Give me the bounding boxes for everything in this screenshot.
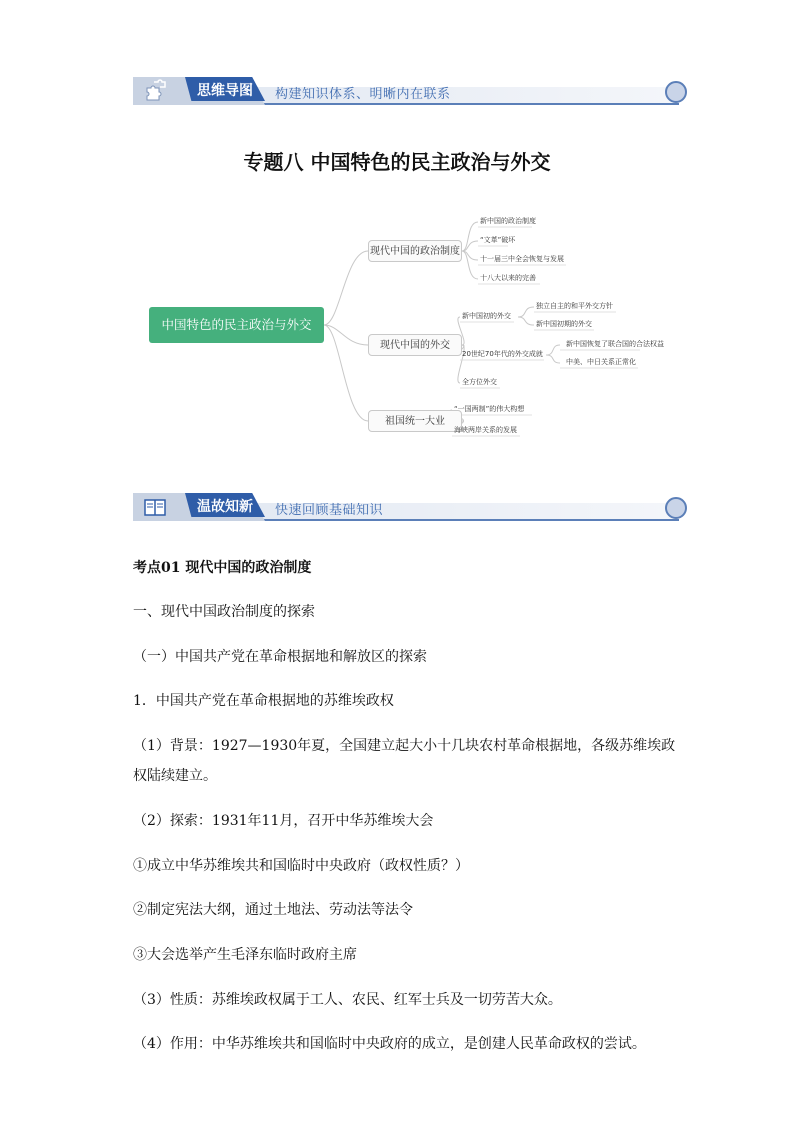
item-heading: 1．中国共产党在革命根据地的苏维埃政权 <box>133 693 394 709</box>
banner-subtitle: 快速回顾基础知识 <box>275 503 384 518</box>
mind-map-leaf: 十一届三中全会恢复与发展 <box>480 255 564 263</box>
mind-map-branch-diplomacy: 现代中国的外交 <box>368 334 462 356</box>
banner-dot <box>665 497 687 519</box>
section-heading: 一、现代中国政治制度的探索 <box>133 604 315 620</box>
mind-map-leaf: 独立自主的和平外交方针 <box>536 302 613 310</box>
topic-heading: 考点01 现代中国的政治制度 <box>133 560 312 576</box>
mind-map-branch-politics: 现代中国的政治制度 <box>368 240 462 262</box>
section-banner-review <box>133 493 687 521</box>
mind-map-leaf: “文革”破坏 <box>480 236 516 244</box>
mind-map-leaf: 新中国恢复了联合国的合法权益 <box>566 340 664 348</box>
paragraph: （1）背景：1927—1930年夏，全国建立起大小十几块农村革命根据地，各级苏维埃政 <box>133 738 676 754</box>
mind-map-leaf: 20世纪70年代的外交成就 <box>462 350 543 358</box>
mind-map-root: 中国特色的民主政治与外交 <box>149 307 324 343</box>
mind-map-leaf: 新中国初期的外交 <box>536 320 592 328</box>
mind-map-leaf: 新中国的政治制度 <box>480 217 536 225</box>
subsection-heading: （一）中国共产党在革命根据地和解放区的探索 <box>133 649 427 665</box>
mind-map-leaf: 十八大以来的完善 <box>480 274 536 282</box>
banner-subtitle: 构建知识体系、明晰内在联系 <box>275 87 451 102</box>
book-icon <box>143 495 167 519</box>
banner-label: 温故知新 <box>197 499 253 515</box>
paragraph: （2）探索：1931年11月，召开中华苏维埃大会 <box>133 813 434 829</box>
paragraph: 权陆续建立。 <box>133 768 217 784</box>
mind-map-branch-unification: 祖国统一大业 <box>368 410 462 432</box>
banner-label: 思维导图 <box>197 83 253 99</box>
page-title: 专题八 中国特色的民主政治与外交 <box>243 150 551 174</box>
banner-dot <box>665 81 687 103</box>
mind-map-leaf: “一国两制”的伟大构想 <box>454 405 525 413</box>
mind-map-leaf: 中美、中日关系正常化 <box>566 358 636 366</box>
puzzle-icon <box>143 79 167 103</box>
paragraph: （4）作用：中华苏维埃共和国临时中央政府的成立，是创建人民革命政权的尝试。 <box>133 1036 646 1052</box>
mind-map-leaf: 海峡两岸关系的发展 <box>454 426 517 434</box>
section-banner-mindmap <box>133 77 687 105</box>
mind-map <box>140 205 664 445</box>
mind-map-leaf: 新中国初的外交 <box>462 312 511 320</box>
list-item: ②制定宪法大纲，通过土地法、劳动法等法令 <box>133 902 413 918</box>
list-item: ③大会选举产生毛泽东临时政府主席 <box>133 947 357 963</box>
list-item: ①成立中华苏维埃共和国临时中央政府（政权性质？） <box>133 858 469 874</box>
mind-map-leaf: 全方位外交 <box>462 378 497 386</box>
paragraph: （3）性质：苏维埃政权属于工人、农民、红军士兵及一切劳苦大众。 <box>133 992 562 1008</box>
